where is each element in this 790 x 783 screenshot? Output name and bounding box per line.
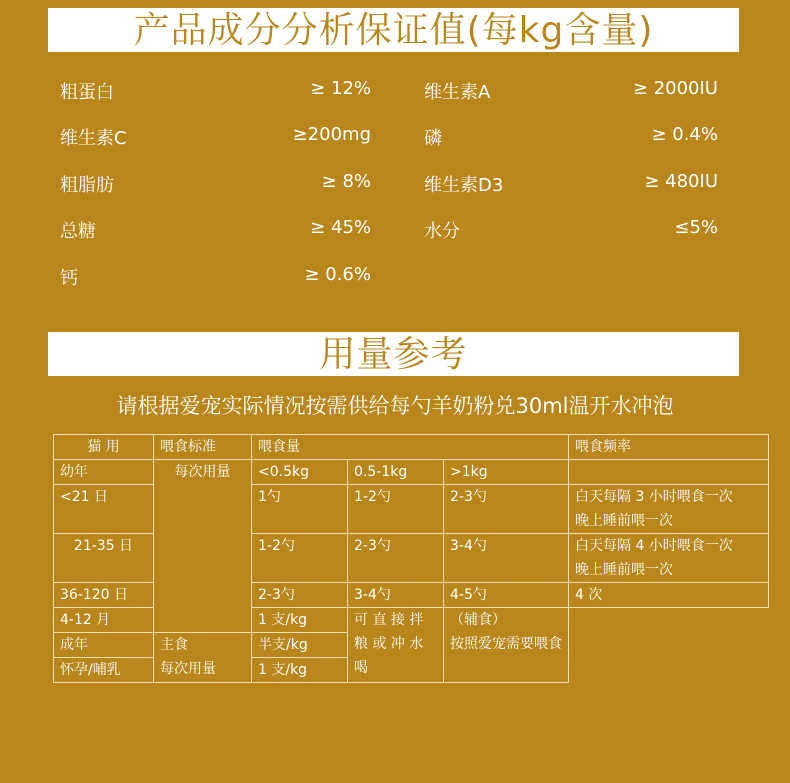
header-standard: 喂食标准 <box>154 435 252 460</box>
nutrient-label: 维生素D3 <box>424 174 504 196</box>
dosage-banner: 用量参考 <box>48 332 739 376</box>
amount-cell: 3-4勺 <box>348 583 444 608</box>
dosage-instruction: 请根据爱宠实际情况按需供给每勺羊奶粉兑30ml温开水冲泡 <box>116 394 674 418</box>
header-frequency: 喂食频率 <box>569 435 769 460</box>
weight-col-3: >1kg <box>444 460 569 485</box>
nutrient-label: 水分 <box>424 221 460 243</box>
nutrient-label: 维生素C <box>60 128 127 150</box>
nutrient-value: ≥ 480IU <box>644 170 718 192</box>
frequency-cell <box>569 534 769 583</box>
age-cell: <21 日 <box>54 485 154 534</box>
frequency-night: 晚上睡前喂一次 <box>575 562 673 578</box>
age-cell: 成年 <box>54 633 154 658</box>
stage-young: 幼年 <box>54 460 154 485</box>
table-row <box>54 435 769 460</box>
amount-cell: 1 支/kg <box>252 608 348 633</box>
standard-main: 主食 <box>160 637 188 653</box>
header-cat: 猫 用 <box>54 435 154 460</box>
amount-cell: 1勺 <box>252 485 348 534</box>
standard-dose: 每次用量 <box>160 661 216 677</box>
empty-cell <box>569 460 769 485</box>
header-amount: 喂食量 <box>252 435 569 460</box>
nutrient-label: 维生素A <box>424 82 491 103</box>
nutrition-list <box>58 70 738 302</box>
frequency-cell: 4 次 <box>569 583 769 608</box>
nutrient-value: ≤5% <box>674 217 718 239</box>
mix-line: 粮 或 冲 水 <box>354 636 424 652</box>
nutrient-label: 粗蛋白 <box>60 82 114 103</box>
frequency-day: 白天每隔 4 小时喂食一次 <box>575 538 733 554</box>
nutrition-row <box>58 116 738 162</box>
age-cell: 21-35 日 <box>54 534 154 583</box>
aux-text: 按照爱宠需要喂食 <box>450 636 562 652</box>
amount-cell: 1-2勺 <box>252 534 348 583</box>
feeding-table <box>53 434 769 683</box>
nutrition-row <box>58 163 738 209</box>
nutrition-row <box>58 256 738 302</box>
age-cell: 36-120 日 <box>54 583 154 608</box>
nutrient-label: 磷 <box>424 128 442 150</box>
nutrition-row <box>58 70 738 116</box>
mix-line: 可 直 接 拌 <box>354 612 424 628</box>
nutrient-label: 粗脂肪 <box>60 174 114 196</box>
frequency-day: 白天每隔 3 小时喂食一次 <box>575 489 733 505</box>
nutrient-label: 钙 <box>60 267 78 289</box>
nutrient-value: ≥ 2000IU <box>632 78 718 99</box>
nutrition-row <box>58 209 738 255</box>
amount-cell: 1-2勺 <box>348 485 444 534</box>
age-cell: 怀孕/哺乳 <box>54 658 154 683</box>
weight-col-2: 0.5-1kg <box>348 460 444 485</box>
amount-cell: 半支/kg <box>252 633 444 658</box>
nutrient-label: 总糖 <box>60 221 96 243</box>
mix-line: 喝 <box>354 660 368 676</box>
nutrient-value: ≥ 8% <box>321 170 371 192</box>
amount-cell: 2-3勺 <box>348 534 444 583</box>
nutrient-value: ≥ 0.4% <box>651 124 718 146</box>
age-cell: 4-12 月 <box>54 608 154 633</box>
table-row <box>54 460 769 485</box>
nutrient-value: ≥200mg <box>292 124 371 146</box>
amount-cell: 1 支/kg <box>252 658 444 683</box>
nutrient-value: ≥ 45% <box>310 217 371 239</box>
amount-cell: 4-5勺 <box>444 583 569 608</box>
aux-note <box>444 608 569 683</box>
nutrient-value: ≥ 0.6% <box>304 263 371 285</box>
standard-per-dose: 每次用量 <box>154 460 252 633</box>
nutrient-value: ≥ 12% <box>310 78 371 99</box>
amount-cell: 2-3勺 <box>252 583 348 608</box>
frequency-cell <box>569 485 769 534</box>
nutrition-banner: 产品成分分析保证值(每kg含量) <box>48 8 739 52</box>
amount-cell: 3-4勺 <box>444 534 569 583</box>
weight-col-1: <0.5kg <box>252 460 348 485</box>
standard-adult <box>154 633 252 683</box>
aux-label: （辅食） <box>450 612 506 628</box>
frequency-night: 晚上睡前喂一次 <box>575 513 673 529</box>
amount-cell: 2-3勺 <box>444 485 569 534</box>
